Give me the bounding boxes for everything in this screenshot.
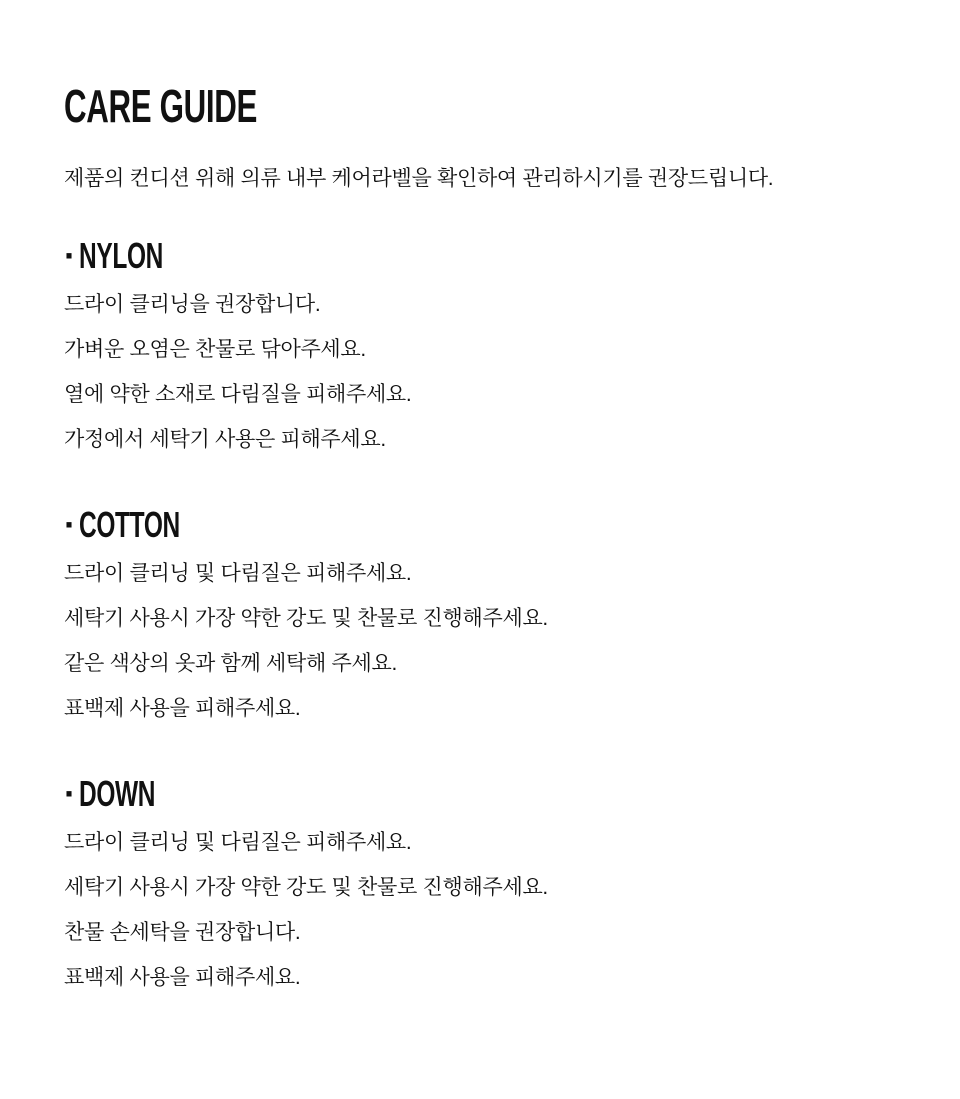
section-cotton-name: COTTON	[79, 504, 180, 545]
care-instruction: 가벼운 오염은 찬물로 닦아주세요.	[64, 338, 366, 361]
section-cotton-heading	[64, 504, 904, 545]
care-instruction: 열에 약한 소재로 다림질을 피해주세요.	[64, 383, 412, 406]
bullet-dot: ·	[64, 773, 76, 814]
care-instruction: 드라이 클리닝 및 다림질은 피해주세요.	[64, 831, 412, 854]
section-nylon-heading	[64, 235, 904, 276]
section-down-name: DOWN	[79, 773, 156, 814]
care-instruction: 찬물 손세탁을 권장합니다.	[64, 921, 301, 944]
care-instruction: 세탁기 사용시 가장 약한 강도 및 찬물로 진행해주세요.	[64, 876, 548, 899]
section-down	[64, 773, 904, 989]
bullet-dot: ·	[64, 504, 76, 545]
care-instruction: 표백제 사용을 피해주세요.	[64, 966, 301, 989]
care-instruction: 가정에서 세탁기 사용은 피해주세요.	[64, 428, 386, 451]
section-nylon	[64, 235, 904, 451]
bullet-dot: ·	[64, 235, 76, 276]
care-instruction: 드라이 클리닝을 권장합니다.	[64, 293, 321, 316]
care-instruction: 같은 색상의 옷과 함께 세탁해 주세요.	[64, 652, 397, 675]
intro-text: 제품의 컨디션 위해 의류 내부 케어라벨을 확인하여 관리하시기를 권장드립니다.	[64, 167, 774, 190]
page-title: CARE GUIDE	[64, 80, 257, 132]
care-instruction: 드라이 클리닝 및 다림질은 피해주세요.	[64, 562, 412, 585]
section-nylon-name: NYLON	[79, 235, 163, 276]
care-instruction: 표백제 사용을 피해주세요.	[64, 697, 301, 720]
section-cotton	[64, 504, 904, 720]
care-instruction: 세탁기 사용시 가장 약한 강도 및 찬물로 진행해주세요.	[64, 607, 548, 630]
section-down-heading	[64, 773, 904, 814]
